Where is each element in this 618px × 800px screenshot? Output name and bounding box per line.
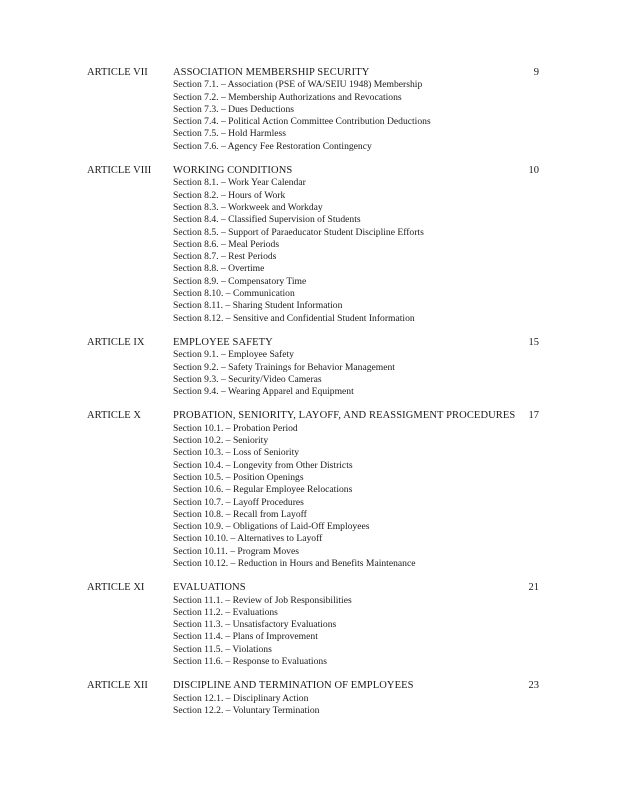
article-page-number: 9	[533, 67, 539, 78]
section-entry: Section 12.2. – Voluntary Termination	[173, 704, 320, 716]
section-entry: Section 7.1. – Association (PSE of WA/SEIU 1948) Membership	[173, 79, 423, 91]
article-viii	[0, 165, 618, 325]
article-title: PROBATION, SENIORITY, LAYOFF, AND REASSIGMENT PROCEDURES	[173, 410, 516, 422]
section-entry: Section 10.8. – Recall from Layoff	[173, 508, 307, 520]
article-page-number: 21	[528, 582, 539, 594]
section-entry: Section 9.1. – Employee Safety	[173, 349, 294, 361]
section-entry: Section 11.6. – Response to Evaluations	[173, 656, 327, 668]
table-of-contents	[0, 67, 618, 729]
section-entry: Section 11.4. – Plans of Improvement	[173, 631, 318, 643]
article-vii	[0, 67, 618, 153]
section-entry: Section 10.6. – Regular Employee Relocations	[173, 484, 353, 496]
section-entry: Section 9.4. – Wearing Apparel and Equipment	[173, 386, 354, 398]
section-entry: Section 10.5. – Position Openings	[173, 471, 304, 483]
section-entry: Section 12.1. – Disciplinary Action	[173, 692, 309, 704]
section-entry: Section 8.7. – Rest Periods	[173, 251, 277, 263]
section-entry: Section 8.4. – Classified Supervision of Students	[173, 214, 361, 226]
section-entry: Section 11.3. – Unsatisfactory Evaluations	[173, 619, 337, 631]
section-entry: Section 8.12. – Sensitive and Confidential Student Information	[173, 312, 415, 324]
article-title: ASSOCIATION MEMBERSHIP SECURITY	[173, 67, 370, 78]
article-body	[173, 410, 533, 570]
article-label: ARTICLE X	[87, 410, 141, 422]
article-body	[173, 680, 533, 717]
section-entry: Section 10.1. – Probation Period	[173, 422, 298, 434]
section-entry: Section 10.12. – Reduction in Hours and Benefits Maintenance	[173, 557, 416, 569]
article-label: ARTICLE XI	[87, 582, 145, 594]
article-label: ARTICLE VII	[87, 67, 148, 78]
section-entry: Section 8.10. – Communication	[173, 288, 295, 300]
section-entry: Section 8.8. – Overtime	[173, 263, 265, 275]
article-page-number: 23	[528, 680, 539, 692]
article-body	[173, 337, 533, 398]
section-entry: Section 11.1. – Review of Job Responsibilities	[173, 594, 352, 606]
article-label: ARTICLE IX	[87, 336, 145, 348]
article-xi	[0, 582, 618, 668]
section-entry: Section 11.5. – Violations	[173, 643, 272, 655]
article-label: ARTICLE VIII	[87, 165, 152, 177]
section-entry: Section 10.11. – Program Moves	[173, 545, 299, 557]
section-entry: Section 7.2. – Membership Authorizations and Revocations	[173, 91, 402, 103]
article-body	[173, 67, 533, 153]
article-page-number: 15	[528, 336, 539, 348]
article-xii	[0, 680, 618, 717]
section-entry: Section 7.6. – Agency Fee Restoration Contingency	[173, 140, 372, 152]
section-entry: Section 7.3. – Dues Deductions	[173, 103, 294, 115]
article-page-number: 10	[528, 165, 539, 177]
section-entry: Section 10.10. – Alternatives to Layoff	[173, 533, 323, 545]
article-body	[173, 582, 533, 668]
section-entry: Section 10.9. – Obligations of Laid-Off Employees	[173, 521, 370, 533]
article-page-number: 17	[528, 410, 539, 422]
section-entry: Section 8.2. – Hours of Work	[173, 189, 286, 201]
article-title: EMPLOYEE SAFETY	[173, 336, 273, 348]
section-entry: Section 8.3. – Workweek and Workday	[173, 201, 323, 213]
section-entry: Section 10.3. – Loss of Seniority	[173, 447, 300, 459]
section-entry: Section 8.11. – Sharing Student Information	[173, 300, 343, 312]
article-body	[173, 165, 533, 325]
article-x	[0, 410, 618, 570]
section-entry: Section 8.1. – Work Year Calendar	[173, 177, 306, 189]
article-title: WORKING CONDITIONS	[173, 165, 293, 177]
article-title: DISCIPLINE AND TERMINATION OF EMPLOYEES	[173, 680, 414, 692]
section-entry: Section 7.4. – Political Action Committee Contribution Deductions	[173, 116, 431, 128]
section-entry: Section 9.2. – Safety Trainings for Behavior Management	[173, 361, 395, 373]
section-entry: Section 11.2. – Evaluations	[173, 606, 278, 618]
section-entry: Section 7.5. – Hold Harmless	[173, 128, 286, 140]
article-label: ARTICLE XII	[87, 680, 148, 692]
section-entry: Section 8.6. – Meal Periods	[173, 238, 280, 250]
article-title: EVALUATIONS	[173, 582, 246, 594]
section-entry: Section 9.3. – Security/Video Cameras	[173, 373, 322, 385]
section-entry: Section 8.9. – Compensatory Time	[173, 275, 307, 287]
section-entry: Section 10.2. – Seniority	[173, 435, 269, 447]
section-entry: Section 10.4. – Longevity from Other Districts	[173, 459, 353, 471]
article-ix	[0, 337, 618, 398]
section-entry: Section 10.7. – Layoff Procedures	[173, 496, 304, 508]
section-entry: Section 8.5. – Support of Paraeducator Student Discipline Efforts	[173, 226, 424, 238]
